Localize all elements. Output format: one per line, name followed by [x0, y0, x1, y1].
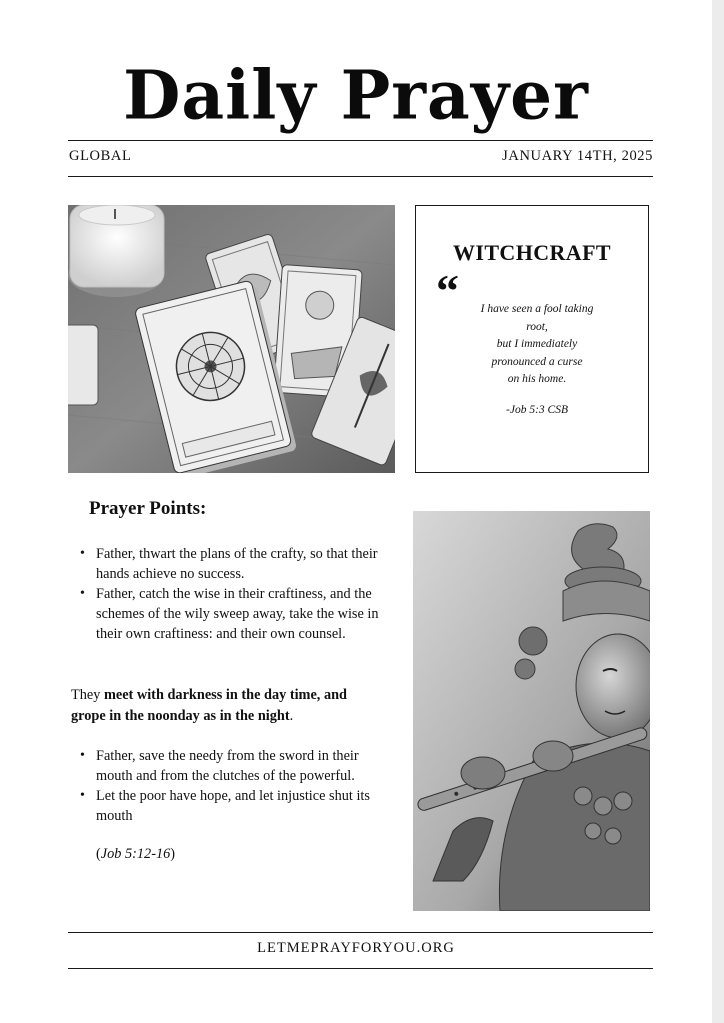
- list-item: • Father, catch the wise in their craftiness, and the schemes of the wily sweep away, take the wise in their own craftiness: and their own counsel.: [96, 584, 386, 644]
- statement-end: .: [289, 708, 294, 724]
- prayer-statement: [71, 685, 371, 727]
- masthead-title: Daily Prayer: [123, 55, 589, 135]
- region-label: GLOBAL: [69, 148, 132, 164]
- quote-text: [472, 301, 602, 389]
- ref-close: ): [170, 846, 176, 862]
- quote-reference: -Job 5:3 CSB: [506, 404, 568, 416]
- ref-text: Job 5:12-16: [100, 846, 171, 862]
- quote-line: pronounced a curse: [491, 355, 583, 368]
- ref-open: (: [96, 846, 101, 862]
- quote-line: I have seen a fool taking: [480, 303, 594, 315]
- quote-line: root,: [526, 320, 548, 333]
- header-rule-top: [68, 140, 653, 141]
- list-item: • Let the poor have hope, and let injustice shut its mouth: [96, 786, 386, 826]
- prayer-list-a: [68, 544, 386, 644]
- header-rule-bottom: [68, 176, 653, 177]
- footer-rule-bottom: [68, 968, 653, 969]
- quote-line: but I immediately: [496, 338, 578, 350]
- list-item: • Father, save the needy from the sword in their mouth and from the clutches of the powerful.: [96, 746, 386, 786]
- statement-bold: meet with darkness in the day time, and grope in the noonday as in the night: [71, 687, 348, 724]
- footer-site: LETMEPRAYFORYOU.ORG: [257, 940, 455, 956]
- list-item: • Father, thwart the plans of the crafty, so that their hands achieve no success.: [96, 544, 386, 584]
- quote-line: on his home.: [507, 373, 567, 385]
- statue-photo: [413, 511, 650, 911]
- date-label: JANUARY 14TH, 2025: [502, 148, 653, 164]
- prayer-list-b: [68, 746, 386, 826]
- quote-box: [415, 205, 649, 473]
- prayer-points-heading: Prayer Points:: [89, 498, 207, 519]
- statement-lead: They: [71, 687, 104, 703]
- tarot-photo: [68, 205, 395, 473]
- statue-photo-illustration: [413, 511, 650, 911]
- quote-mark-icon: “: [436, 265, 459, 316]
- scripture-reference: [96, 846, 175, 863]
- footer-rule-top: [68, 932, 653, 933]
- tarot-photo-illustration: [68, 205, 395, 473]
- quote-box-title: WITCHCRAFT: [452, 240, 611, 265]
